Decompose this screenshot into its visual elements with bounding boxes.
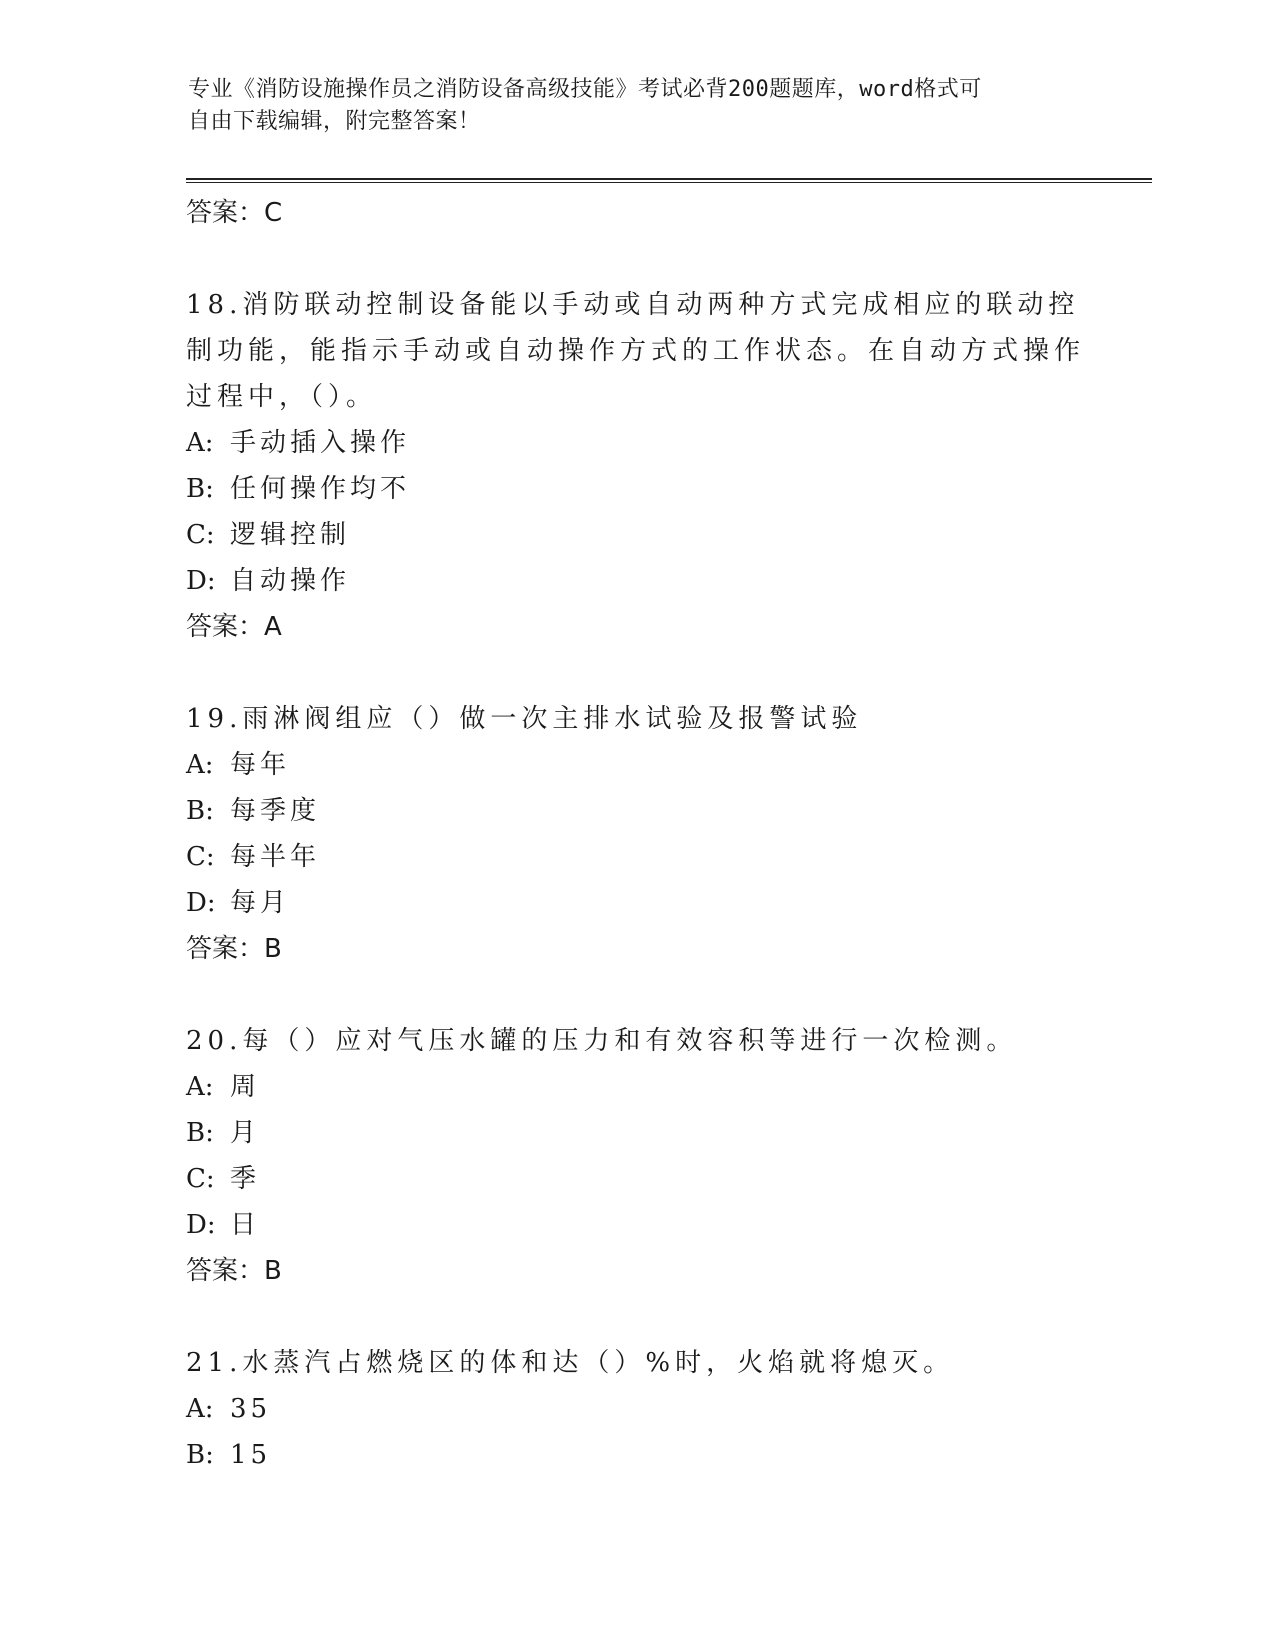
option-letter: B: xyxy=(186,474,214,504)
question-number: 20. xyxy=(186,1026,243,1056)
option-text: 手动插入操作 xyxy=(230,428,411,458)
option-letter: B: xyxy=(186,1440,214,1470)
question-body: 雨淋阀组应（）做一次主排水试验及报警试验 xyxy=(242,704,863,734)
option-text: 任何操作均不 xyxy=(230,474,411,504)
question-text xyxy=(186,1018,1086,1064)
option-text: 日 xyxy=(230,1210,261,1240)
previous-answer: 答案：C xyxy=(186,198,283,228)
option-letter: C: xyxy=(186,1164,215,1194)
option-c xyxy=(186,834,1086,880)
option-text: 逻辑控制 xyxy=(230,520,351,550)
header-line-1: 专业《消防设施操作员之消防设备高级技能》考试必背200题题库，word格式可 xyxy=(188,77,982,102)
question-number: 19. xyxy=(186,704,243,734)
question-text xyxy=(186,696,1086,742)
option-c xyxy=(186,512,1086,558)
option-d xyxy=(186,880,1086,926)
option-letter: B: xyxy=(186,1118,214,1148)
answer: 答案：B xyxy=(186,1256,282,1286)
option-d xyxy=(186,1202,1086,1248)
question-text xyxy=(186,1340,1086,1386)
option-letter: A: xyxy=(186,1394,214,1424)
question-list xyxy=(186,190,1086,1478)
option-b xyxy=(186,1432,1086,1478)
option-a xyxy=(186,420,1086,466)
option-letter: A: xyxy=(186,750,214,780)
option-d xyxy=(186,558,1086,604)
question-20 xyxy=(186,1018,1086,1294)
question-body: 每（）应对气压水罐的压力和有效容积等进行一次检测。 xyxy=(242,1026,1018,1056)
option-text: 35 xyxy=(230,1394,272,1424)
option-c xyxy=(186,1156,1086,1202)
option-letter: D: xyxy=(186,1210,216,1240)
option-letter: A: xyxy=(186,428,214,458)
option-text: 15 xyxy=(230,1440,272,1470)
question-number: 18. xyxy=(186,290,243,320)
option-letter: B: xyxy=(186,796,214,826)
option-letter: A: xyxy=(186,1072,214,1102)
option-b xyxy=(186,788,1086,834)
option-letter: D: xyxy=(186,566,216,596)
page-header xyxy=(188,74,1088,138)
header-line-2: 自由下载编辑，附完整答案！ xyxy=(188,109,481,134)
answer: 答案：A xyxy=(186,612,282,642)
answer: 答案：B xyxy=(186,934,282,964)
question-body: 消防联动控制设备能以手动或自动两种方式完成相应的联动控制功能，能指示手动或自动操作方式的工作状态。在自动方式操作过程中，（）。 xyxy=(186,290,1086,412)
option-text: 月 xyxy=(230,1118,261,1148)
question-number: 21. xyxy=(186,1348,243,1378)
option-b xyxy=(186,1110,1086,1156)
option-b xyxy=(186,466,1086,512)
question-21 xyxy=(186,1340,1086,1478)
option-text: 自动操作 xyxy=(230,566,351,596)
option-text: 每半年 xyxy=(230,842,321,872)
option-text: 每年 xyxy=(230,750,291,780)
header-divider xyxy=(186,178,1152,183)
option-text: 每季度 xyxy=(230,796,321,826)
option-a xyxy=(186,1064,1086,1110)
question-body: 水蒸汽占燃烧区的体和达（）%时，火焰就将熄灭。 xyxy=(242,1348,955,1378)
option-a xyxy=(186,742,1086,788)
option-letter: D: xyxy=(186,888,216,918)
question-18 xyxy=(186,282,1086,650)
option-text: 季 xyxy=(230,1164,261,1194)
option-a xyxy=(186,1386,1086,1432)
option-letter: C: xyxy=(186,520,215,550)
question-19 xyxy=(186,696,1086,972)
option-text: 每月 xyxy=(230,888,291,918)
option-letter: C: xyxy=(186,842,215,872)
question-text xyxy=(186,282,1086,420)
option-text: 周 xyxy=(230,1072,261,1102)
